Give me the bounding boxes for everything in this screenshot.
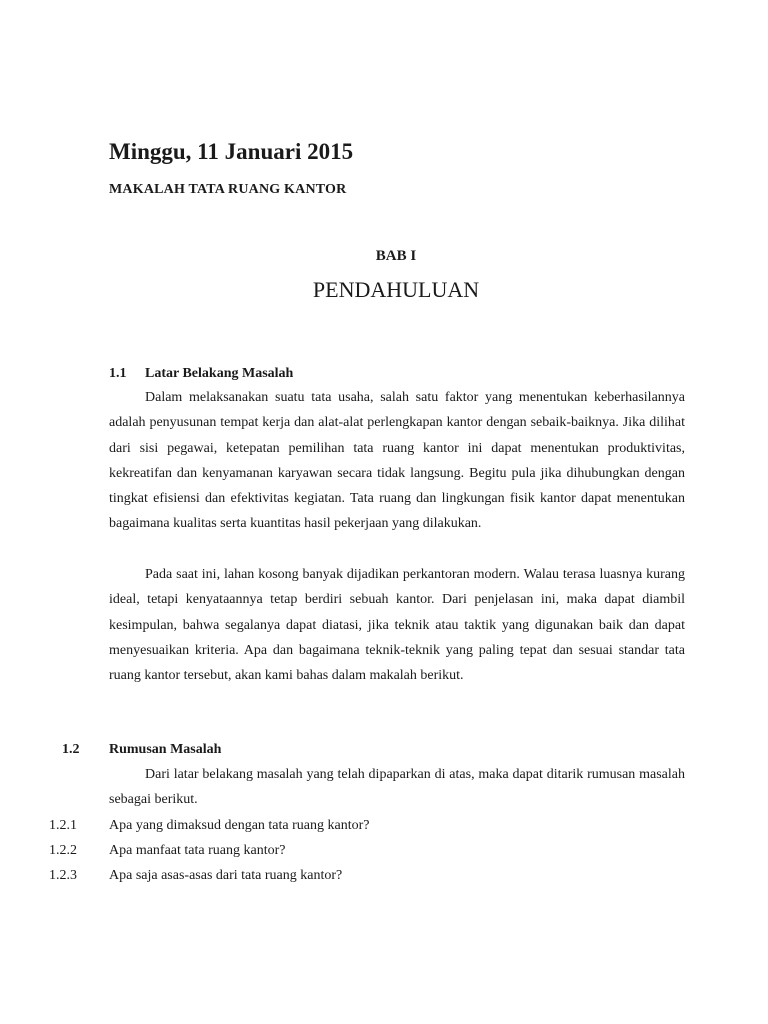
list-item-number: 1.2.3: [49, 868, 77, 883]
paragraph-2: [109, 562, 685, 688]
date-title: Minggu, 11 Januari 2015: [109, 139, 354, 164]
chapter-number: BAB I: [375, 248, 417, 264]
section-heading-1-2: [62, 741, 462, 759]
paragraph-text: Dari latar belakang masalah yang telah dipaparkan di atas, maka dapat ditarik rumusan masalah sebagai berikut.: [109, 767, 685, 808]
list-item-text: Apa saja asas-asas dari tata ruang kantor?: [109, 868, 343, 883]
paragraph-text: Dalam melaksanakan suatu tata usaha, salah satu faktor yang menentukan keberhasilannya adalah penyusunan tempat kerja dan alat-alat perlengkapan kantor dengan sebaik-baiknya. Jika dilihat dari sisi pegawai, ketepatan pemilihan tata ruang kantor ini dapat menentukan produktivitas, kekreatifan dan kenyamanan karyawan secara tidak langsung. Begitu pula jika dihubungkan dengan tingkat efisiensi dan efektivitas kegiatan. Tata ruang dan lingkungan fisik kantor dapat menentukan bagaimana kualitas serta kuantitas hasil pekerjaan yang dilakukan.: [109, 390, 685, 532]
chapter-title: PENDAHULUAN: [312, 277, 480, 302]
section-title: Rumusan Masalah: [109, 742, 222, 757]
list-item-text: Apa yang dimaksud dengan tata ruang kantor?: [109, 818, 370, 833]
paragraph-3: [109, 762, 685, 813]
paper-subtitle: MAKALAH TATA RUANG KANTOR: [109, 182, 347, 197]
section-heading-1-1: [109, 365, 509, 383]
section-number: 1.2: [62, 742, 80, 757]
list-item-number: 1.2.2: [49, 843, 77, 858]
section-title: Latar Belakang Masalah: [145, 366, 294, 381]
paragraph-1: [109, 385, 685, 537]
list-item-text: Apa manfaat tata ruang kantor?: [109, 843, 286, 858]
paragraph-text: Pada saat ini, lahan kosong banyak dijadikan perkantoran modern. Walau terasa luasnya kurang ideal, tetapi kenyataannya tetap berdiri sebuah kantor. Dari penjelasan ini, maka dapat diambil kesimpulan, bahwa segalanya dapat diatasi, jika teknik atau taktik yang digunakan baik dan dapat menyesuaikan kriteria. Apa dan bagaimana teknik-teknik yang paling tepat dan sesuai standar tata ruang kantor tersebut, akan kami bahas dalam makalah berikut.: [109, 567, 685, 684]
section-number: 1.1: [109, 366, 127, 381]
list-item-number: 1.2.1: [49, 818, 77, 833]
